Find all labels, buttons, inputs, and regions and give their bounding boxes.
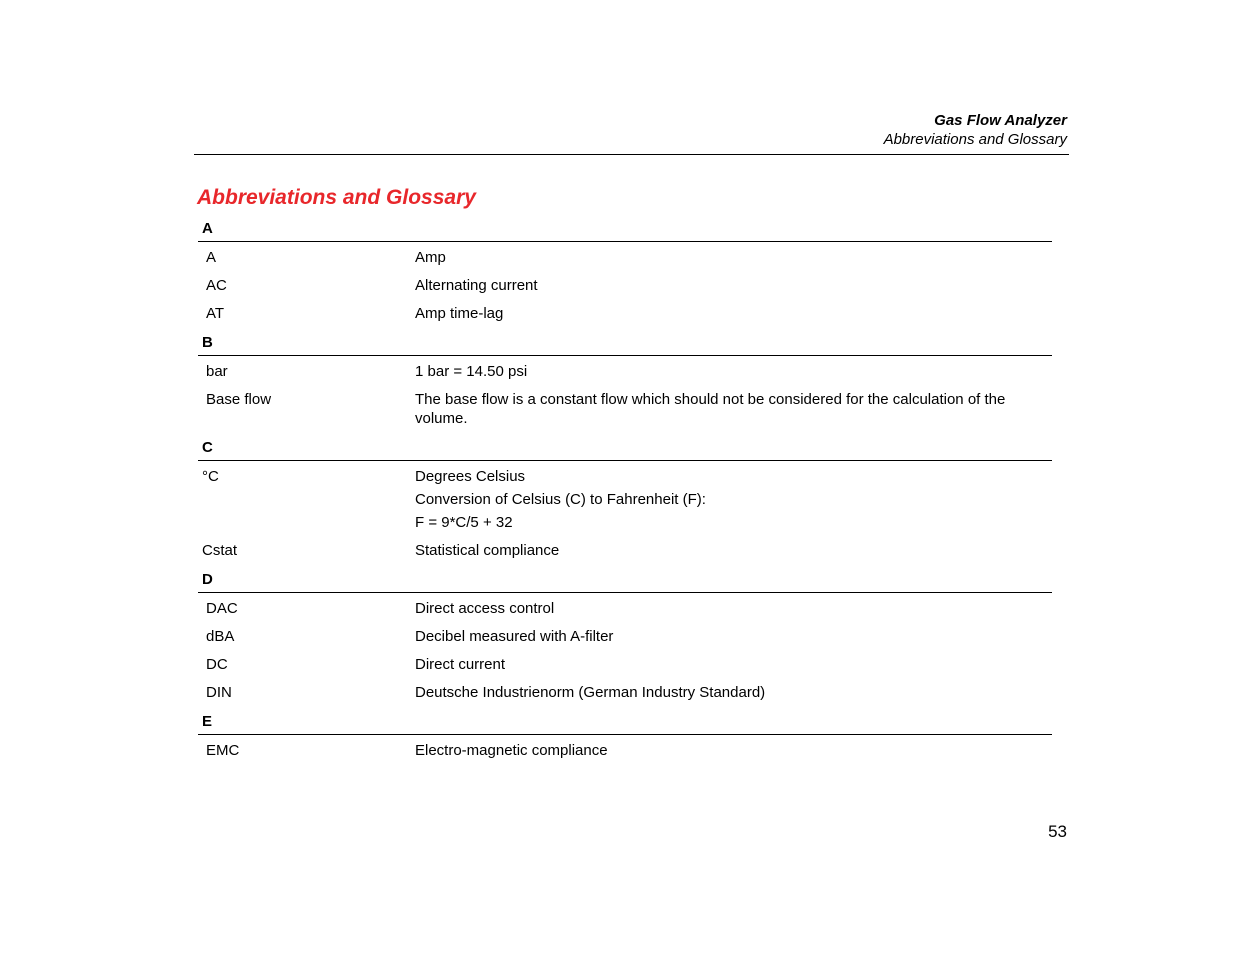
glossary-term: DC <box>206 656 228 673</box>
glossary-definition <box>415 304 1052 323</box>
definition-line: Decibel measured with A-filter <box>415 628 614 645</box>
glossary-term: °C <box>202 468 219 485</box>
glossary-entry <box>198 599 1052 618</box>
letter-heading-a: A <box>198 218 1052 242</box>
glossary-entry <box>198 248 1052 267</box>
definition-line: Alternating current <box>415 277 538 294</box>
glossary-term: AC <box>206 277 227 294</box>
glossary-entry <box>198 390 1052 428</box>
definition-line: Amp <box>415 249 446 266</box>
glossary-definition <box>415 467 1052 532</box>
glossary-entry <box>198 467 1052 532</box>
definition-line: Deutsche Industrienorm (German Industry Standard) <box>415 684 766 701</box>
glossary-entry <box>198 304 1052 323</box>
glossary-entry <box>198 362 1052 381</box>
glossary-definition <box>415 276 1052 295</box>
letter-heading-b: B <box>198 332 1052 356</box>
glossary-term: dBA <box>206 628 235 645</box>
definition-line: Electro-magnetic compliance <box>415 742 608 759</box>
glossary-definition <box>415 541 1052 560</box>
glossary-entry <box>198 741 1052 760</box>
glossary-definition <box>415 683 1052 702</box>
header-rule <box>194 154 1069 155</box>
running-header-title: Gas Flow Analyzer <box>934 112 1067 129</box>
definition-line: Amp time-lag <box>415 305 504 322</box>
running-header-subtitle: Abbreviations and Glossary <box>883 131 1067 148</box>
letter-heading-d: D <box>198 569 1052 593</box>
definition-line: Conversion of Celsius (C) to Fahrenheit (F): <box>415 491 706 508</box>
glossary-term: bar <box>206 363 228 380</box>
glossary-definition <box>415 248 1052 267</box>
glossary-term: Base flow <box>206 391 272 408</box>
definition-line: F = 9*C/5 + 32 <box>415 514 513 531</box>
page-number: 53 <box>1048 822 1067 841</box>
section-title: Abbreviations and Glossary <box>197 186 476 209</box>
glossary-entry <box>198 541 1052 560</box>
definition-line: Degrees Celsius <box>415 468 526 485</box>
glossary-definition <box>415 741 1052 760</box>
letter-heading-c: C <box>198 437 1052 461</box>
glossary-term: DIN <box>206 684 232 701</box>
glossary-term: Cstat <box>202 542 238 559</box>
glossary-table <box>198 218 1052 760</box>
definition-line: Direct access control <box>415 600 555 617</box>
glossary-term: AT <box>206 305 225 322</box>
definition-line: Statistical compliance <box>415 542 560 559</box>
definition-line: Direct current <box>415 656 506 673</box>
glossary-definition <box>415 362 1052 381</box>
glossary-entry <box>198 276 1052 295</box>
letter-heading-e: E <box>198 711 1052 735</box>
definition-line: The base flow is a constant flow which should not be considered for the calculation of the volume. <box>415 391 1006 427</box>
definition-line: 1 bar = 14.50 psi <box>415 363 528 380</box>
glossary-term: DAC <box>206 600 238 617</box>
glossary-entry <box>198 683 1052 702</box>
glossary-definition <box>415 390 1052 428</box>
glossary-definition <box>415 627 1052 646</box>
glossary-term: A <box>206 249 217 266</box>
glossary-definition <box>415 655 1052 674</box>
glossary-term: EMC <box>206 742 240 759</box>
glossary-definition <box>415 599 1052 618</box>
glossary-entry <box>198 627 1052 646</box>
glossary-entry <box>198 655 1052 674</box>
